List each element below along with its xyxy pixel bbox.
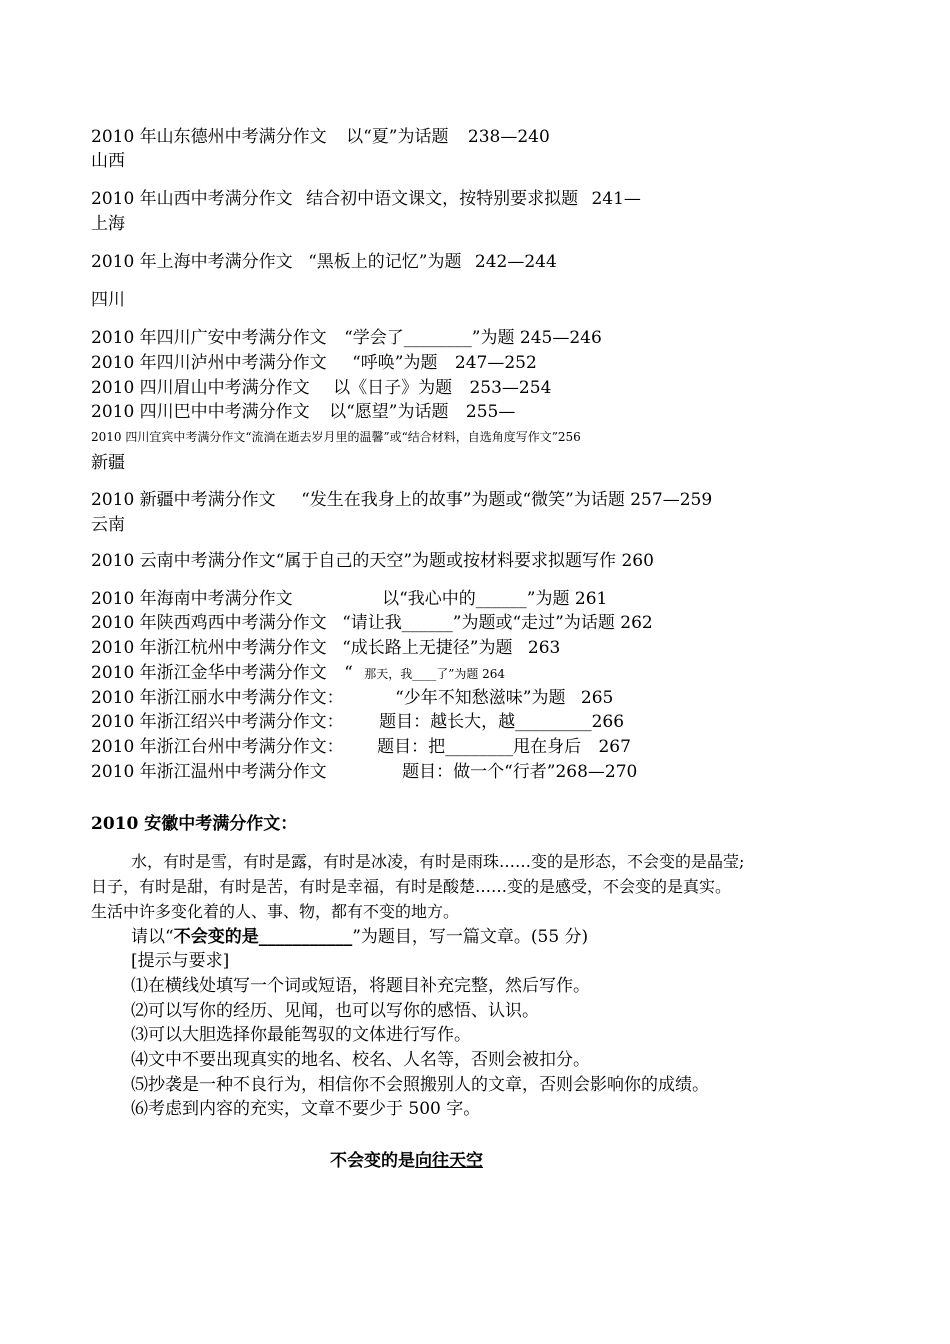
fill-blank: ______ xyxy=(475,589,527,609)
toc-entry-zhejiang-jinhua xyxy=(91,662,505,685)
toc-entry-title: 2010 四川巴中中考满分作文 xyxy=(91,402,310,422)
toc-entry-topic: 以《日子》为题 xyxy=(333,378,453,398)
toc-entry-title: 2010 年浙江丽水中考满分作文： xyxy=(91,688,344,708)
tip-item: ⑶可以大胆选择你最能驾驭的文体进行写作。 xyxy=(131,1025,471,1045)
toc-entry-pages: 267 xyxy=(598,737,631,757)
toc-entry-pages: 255— xyxy=(465,402,516,422)
toc-entry-topic: “呼唤”为题 xyxy=(352,353,438,373)
tip-item: ⑹考虑到内容的充实，文章不要少于 500 字。 xyxy=(131,1099,481,1119)
material-line-1: 水，有时是雪，有时是露，有时是冰凌，有时是雨珠……变的是形态，不会变的是晶莹; xyxy=(131,852,745,871)
fill-blank: ________ xyxy=(403,328,472,348)
region-heading-xinjiang: 新疆 xyxy=(91,453,125,473)
toc-entry-topic: 结合初中语文课文，按特别要求拟题 xyxy=(306,189,579,209)
prompt-title: 不会变的是 xyxy=(173,927,259,947)
toc-entry-zhejiang-shaoxing xyxy=(91,711,624,733)
toc-entry-topic: “发生在我身上的故事”为题或“微笑”为话题 257—259 xyxy=(301,490,713,510)
toc-entry-zhejiang-lishui xyxy=(91,687,613,709)
toc-entry-topic: “黑板上的记忆”为题 xyxy=(308,252,462,272)
toc-entry-topic-start: “学会了 xyxy=(344,328,404,348)
essay-prompt xyxy=(131,926,588,948)
toc-entry-topic-start: “请让我 xyxy=(342,613,402,633)
toc-entry-hainan xyxy=(91,588,607,610)
tip-item: ⑵可以写你的经历、见闻，也可以写你的感悟、认识。 xyxy=(131,1001,539,1021)
toc-entry-title: 2010 年四川泸州中考满分作文 xyxy=(91,353,327,373)
toc-entry-topic-end: 甩在身后 xyxy=(513,737,582,757)
toc-entry-topic: “成长路上无捷径”为题 xyxy=(342,638,513,658)
toc-entry-topic: “少年不知愁滋味”为题 xyxy=(395,688,566,708)
toc-entry-title: 2010 年陕西鸡西中考满分作文 xyxy=(91,613,327,633)
toc-entry-title: 2010 年浙江杭州中考满分作文 xyxy=(91,638,327,658)
toc-entry-sichuan-bazhong xyxy=(91,401,515,423)
essay-title-fill: 向往天空 xyxy=(415,1151,483,1171)
toc-entry-topic-quote: “ xyxy=(344,663,353,683)
toc-entry-topic-start: 题目：越长大，越 xyxy=(379,712,516,732)
toc-entry-title: 2010 年山东德州中考满分作文 xyxy=(91,127,327,147)
region-heading-shanxi: 山西 xyxy=(91,151,125,171)
material-line-2: 日子，有时是甜，有时是苦，有时是幸福，有时是酸楚……变的是感受，不会变的是真实。 xyxy=(91,877,732,896)
toc-entry-pages: 263 xyxy=(527,638,561,658)
section-heading-anhui: 2010 安徽中考满分作文： xyxy=(91,814,298,834)
toc-entry-yunnan: 2010 云南中考满分作文“属于自己的天空”为题或按材料要求拟题写作 260 xyxy=(91,551,654,571)
toc-entry-zhejiang-wenzhou xyxy=(91,761,637,783)
fill-blank: ______ xyxy=(401,613,453,633)
toc-entry-topic: 题目：做一个“行者”268—270 xyxy=(402,762,638,782)
tip-item: ⑴在横线处填写一个词或短语，将题目补充完整，然后写作。 xyxy=(131,976,590,996)
toc-entry-shanghai xyxy=(91,251,557,273)
toc-entry-zhejiang-taizhou xyxy=(91,736,631,758)
toc-entry-sichuan-yibin: 2010 四川宜宾中考满分作文“流淌在逝去岁月里的温馨”或“结合材料，自选角度写作文”256 xyxy=(91,430,581,444)
toc-entry-title: 2010 四川眉山中考满分作文 xyxy=(91,378,310,398)
toc-entry-title: 2010 年浙江绍兴中考满分作文： xyxy=(91,712,344,732)
toc-entry-shaanxi xyxy=(91,612,653,634)
tip-item: ⑸抄袭是一种不良行为，相信你不会照搬别人的文章，否则会影响你的成绩。 xyxy=(131,1075,709,1095)
toc-entry-shandong-dezhou xyxy=(91,126,550,148)
toc-entry-topic-start: 以“我心中的 xyxy=(382,589,476,609)
toc-entry-zhejiang-hangzhou xyxy=(91,637,560,659)
toc-entry-topic-end: ”为题 261 xyxy=(526,589,608,609)
toc-entry-pages: 265 xyxy=(580,688,614,708)
fill-blank: ____ xyxy=(412,667,437,681)
toc-entry-topic: 以“夏”为话题 xyxy=(346,127,449,147)
toc-entry-pages: 253—254 xyxy=(469,378,552,398)
toc-entry-title: 2010 年山西中考满分作文 xyxy=(91,189,293,209)
prompt-blank: ___________ xyxy=(258,927,353,947)
toc-entry-title: 2010 年海南中考满分作文 xyxy=(91,589,293,609)
prompt-pre: 请以“ xyxy=(131,927,174,947)
toc-entry-xinjiang xyxy=(91,489,712,511)
fill-blank-pages: _________266 xyxy=(515,712,625,732)
toc-entry-pages: 238—240 xyxy=(467,127,550,147)
toc-entry-shanxi xyxy=(91,188,641,210)
region-heading-yunnan: 云南 xyxy=(91,515,125,535)
region-heading-sichuan: 四川 xyxy=(91,290,125,310)
toc-entry-sichuan-luzhou xyxy=(91,352,537,374)
fill-blank: ________ xyxy=(445,737,514,757)
toc-entry-topic-end: 了”为题 264 xyxy=(436,667,506,681)
prompt-post: ”为题目，写一篇文章。(55 分) xyxy=(352,927,589,947)
toc-entry-topic: 以“愿望”为话题 xyxy=(329,402,449,422)
toc-entry-title: 2010 年四川广安中考满分作文 xyxy=(91,328,327,348)
toc-entry-title: 2010 年浙江台州中考满分作文： xyxy=(91,737,344,757)
toc-entry-title: 2010 年浙江金华中考满分作文 xyxy=(91,663,327,683)
toc-entry-pages: 242—244 xyxy=(474,252,557,272)
material-line-3: 生活中许多变化着的人、事、物，都有不变的地方。 xyxy=(91,902,460,921)
toc-entry-title: 2010 年上海中考满分作文 xyxy=(91,252,293,272)
tips-heading: [提示与要求] xyxy=(131,951,230,971)
toc-entry-topic-start: 题目：把 xyxy=(377,737,446,757)
toc-entry-sichuan-guangan xyxy=(91,327,602,349)
toc-entry-topic-end: ”为题或“走过”为话题 262 xyxy=(452,613,653,633)
toc-entry-pages: 247—252 xyxy=(454,353,537,373)
tip-item: ⑷文中不要出现真实的地名、校名、人名等，否则会被扣分。 xyxy=(131,1050,590,1070)
essay-title xyxy=(330,1150,483,1172)
toc-entry-topic-start: 那天，我 xyxy=(364,667,413,681)
toc-entry-title: 2010 年浙江温州中考满分作文 xyxy=(91,762,327,782)
toc-entry-title: 2010 新疆中考满分作文 xyxy=(91,490,276,510)
essay-title-prefix: 不会变的是 xyxy=(330,1151,415,1171)
toc-entry-topic-end: ”为题 245—246 xyxy=(471,328,602,348)
region-heading-shanghai: 上海 xyxy=(91,214,125,234)
toc-entry-pages: 241— xyxy=(591,189,641,209)
toc-entry-sichuan-meishan xyxy=(91,377,551,399)
